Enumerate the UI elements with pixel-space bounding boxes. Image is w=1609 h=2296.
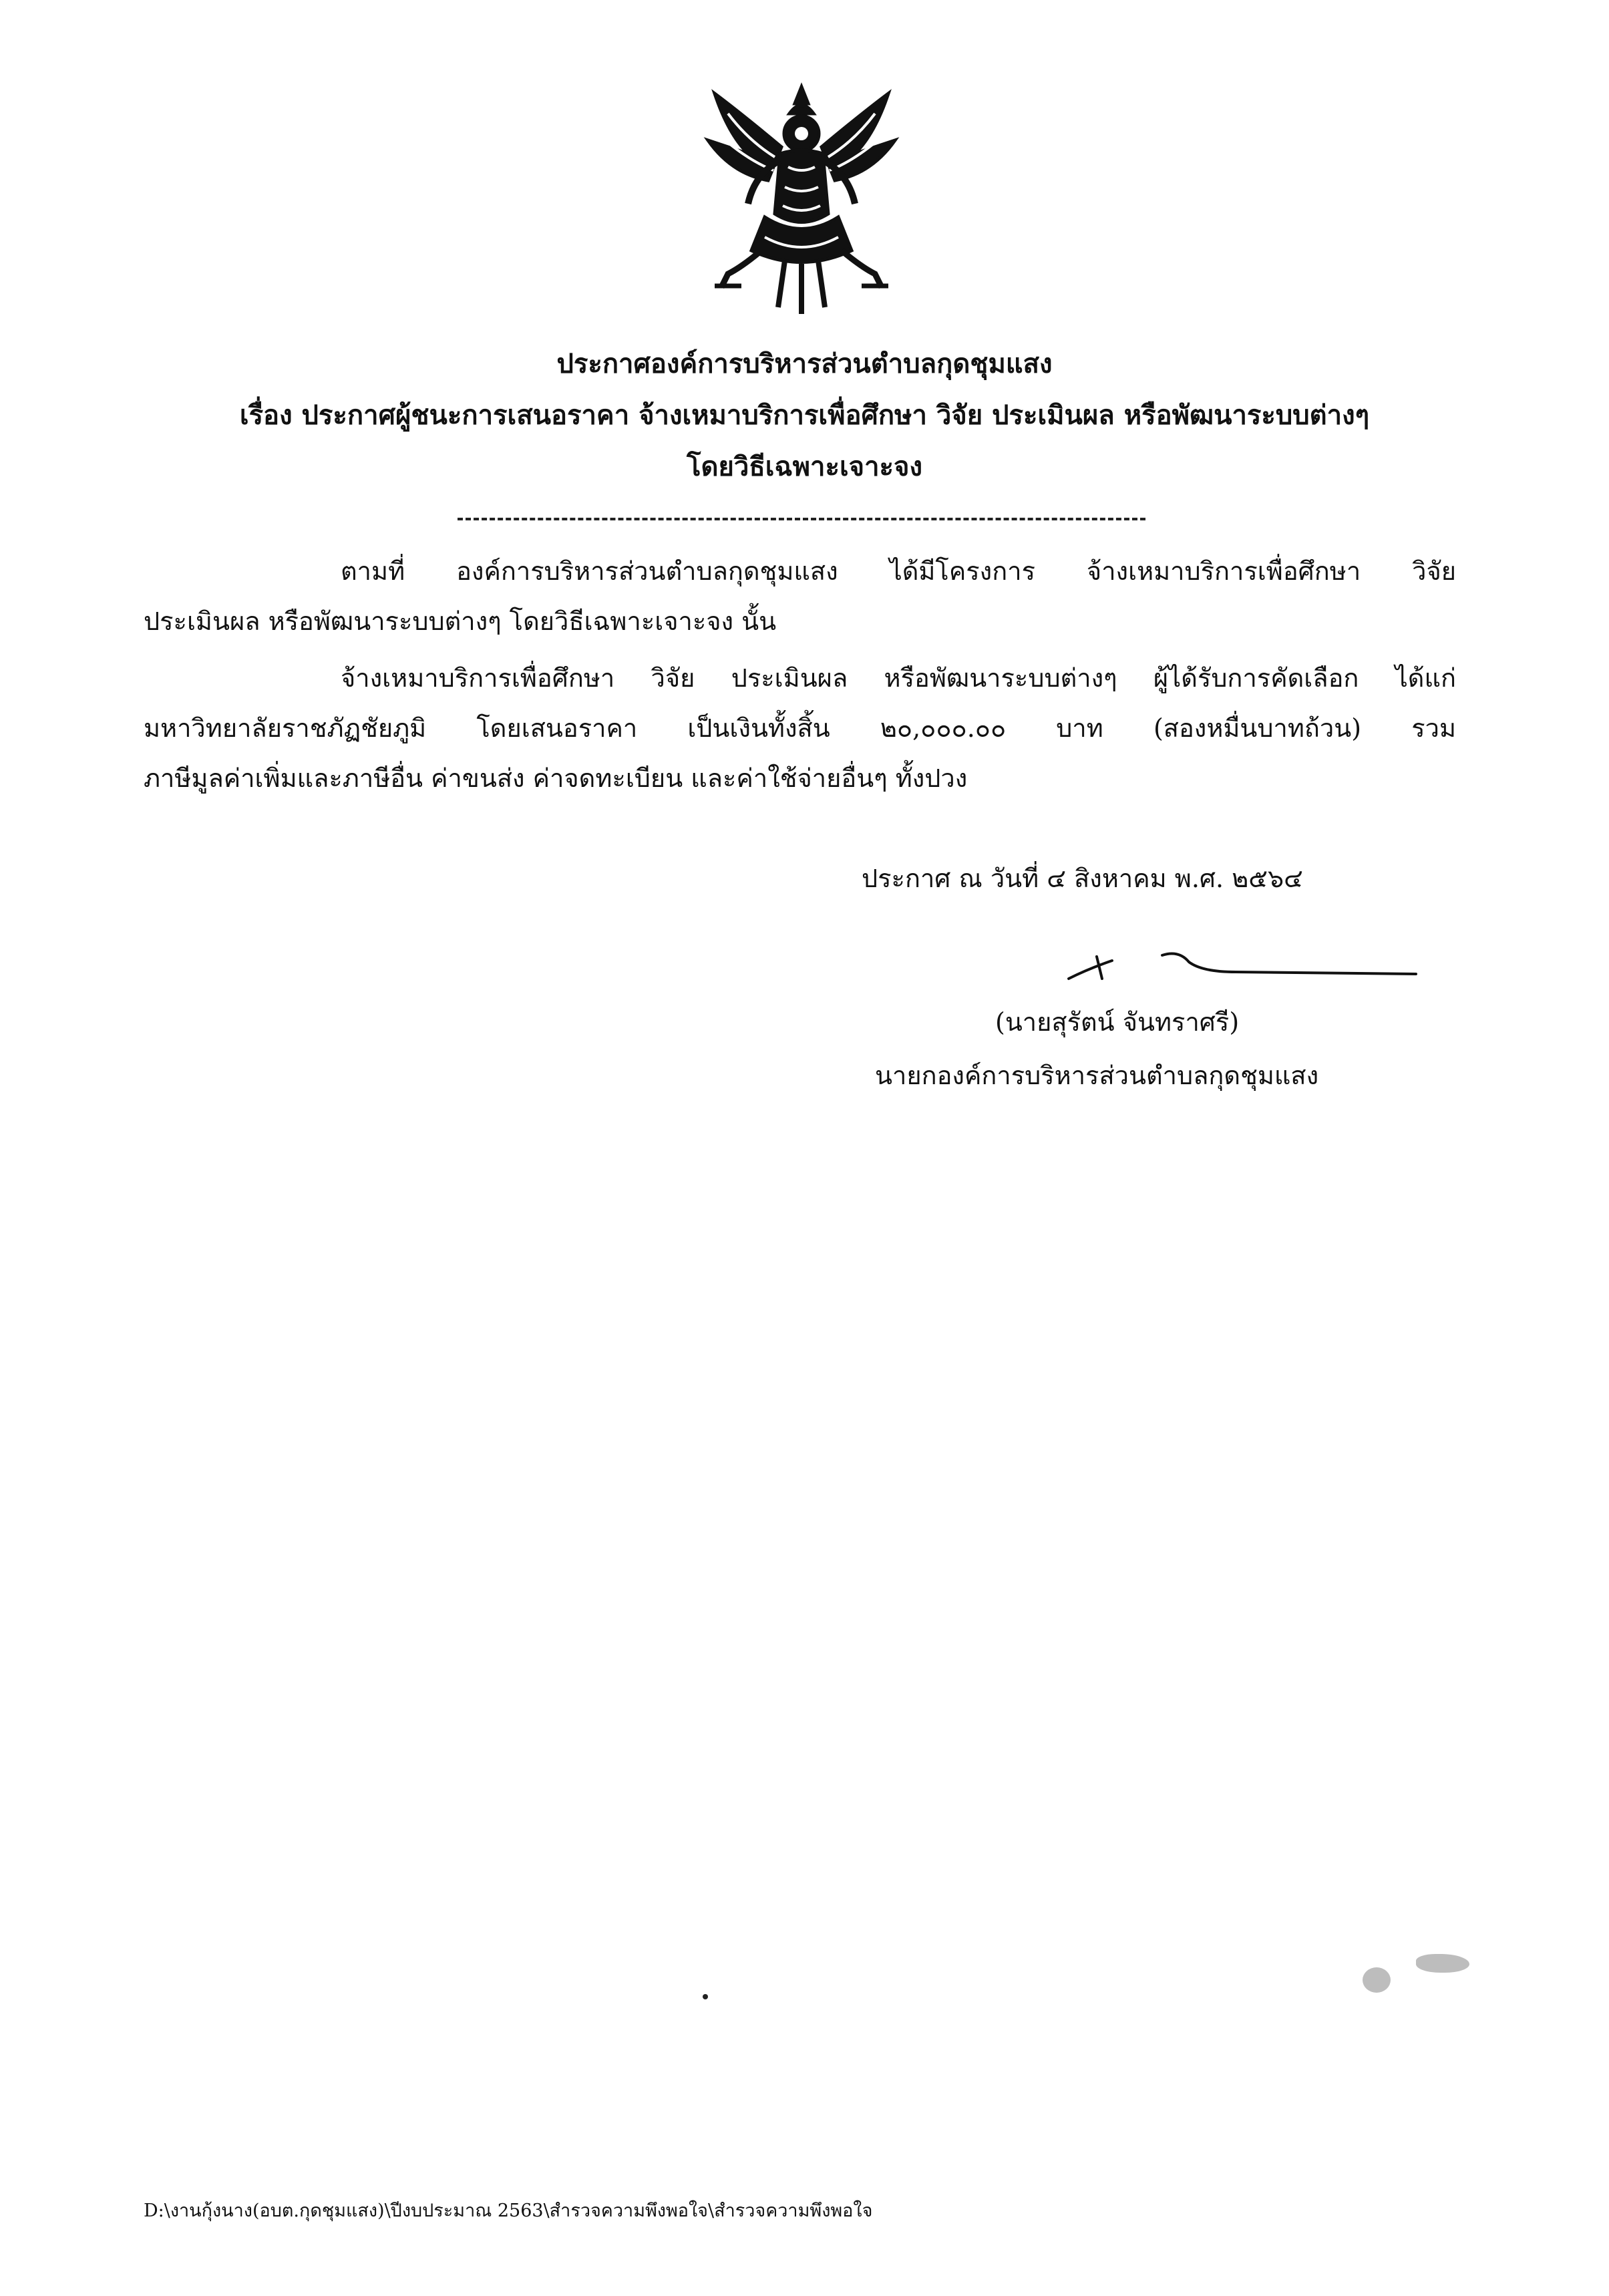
signatory-title: นายกองค์การบริหารส่วนตำบลกุดชุมแสง (875, 1061, 1319, 1090)
scan-dot (703, 1994, 708, 1999)
announcement-method: โดยวิธีเฉพาะเจาะจง (686, 451, 923, 482)
handwritten-signature (1062, 942, 1429, 995)
body-paragraph-2-line-2: มหาวิทยาลัยราชภัฏชัยภูมิ โดยเสนอราคา เป็นเงินทั้งสิ้น ๒๐,๐๐๐.๐๐ บาท (สองหมื่นบาทถ้วน) รวม (144, 713, 1456, 743)
body-paragraph-1-line-2: ประเมินผล หรือพัฒนาระบบต่างๆ โดยวิธีเฉพาะเจาะจง นั้น (144, 607, 777, 636)
body-paragraph-2-line-1: จ้างเหมาบริการเพื่อศึกษา วิจัย ประเมินผล หรือพัฒนาระบบต่างๆ ผู้ได้รับการคัดเลือก ได้แก่ (341, 663, 1456, 693)
body-paragraph-2-line-3: ภาษีมูลค่าเพิ่มและภาษีอื่น ค่าขนส่ง ค่าจดทะเบียน และค่าใช้จ่ายอื่นๆ ทั้งปวง (144, 764, 968, 793)
announcement-date: ประกาศ ณ วันที่ ๔ สิงหาคม พ.ศ. ๒๕๖๔ (862, 864, 1303, 893)
footer-file-path: D:\งานกุ้งนาง(อบต.กุดชุมแสง)\ปีงบประมาณ 2563\สำรวจความพึงพอใจ\สำรวจความพึงพอใจ (144, 2200, 873, 2221)
scan-smudge (1416, 1954, 1469, 1973)
scan-smudge (1363, 1967, 1391, 1993)
separator-line (458, 518, 1145, 520)
announcement-subject: เรื่อง ประกาศผู้ชนะการเสนอราคา จ้างเหมาบริการเพื่อศึกษา วิจัย ประเมินผล หรือพัฒนาระบบต่างๆ (239, 399, 1370, 431)
garuda-emblem-icon (701, 73, 902, 321)
announcement-title: ประกาศองค์การบริหารส่วนตำบลกุดชุมแสง (556, 348, 1053, 379)
signatory-name: (นายสุรัตน์ จันทราศรี) (995, 1007, 1240, 1037)
body-paragraph-1-line-1: ตามที่ องค์การบริหารส่วนตำบลกุดชุมแสง ได้มีโครงการ จ้างเหมาบริการเพื่อศึกษา วิจัย (341, 556, 1456, 586)
